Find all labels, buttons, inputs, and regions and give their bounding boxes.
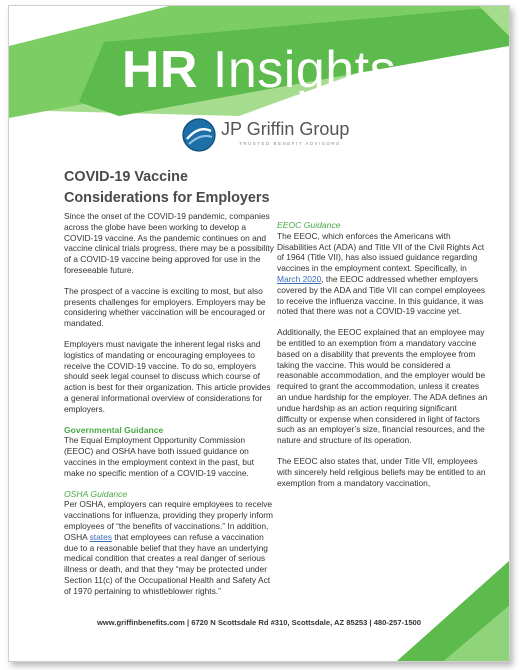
intro-paragraph-3: Employers must navigate the inherent legal risks and logistics of mandating or encouraging employees to receive the COVID-19 vaccine. To do so, employers should seek legal counsel to discuss which course of action is best for their organization. This article provides a general informational overview of considerations for employers.	[64, 338, 271, 414]
title-insights: Insights	[197, 41, 397, 99]
eeoc-march-2020-link[interactable]: March 2020	[277, 273, 322, 284]
document-page	[8, 5, 510, 662]
eeoc-paragraph-2: Additionally, the EEOC explained that an employee may be entitled to an exemption from a mandatory vaccine based on a disability that prevents the employee from taking the vaccine. This would be considered a reasonable accommodation, and the employer would be required to grant the accommodation, unless it creates an undue hardship for the employer. The ADA defines an undue hardship as an action requiring significant difficulty or expense when considered in light of factors such as an employer’s size, financial resources, and the nature and structure of its operation.	[277, 327, 488, 446]
right-column	[277, 167, 489, 498]
osha-text-part-b: that employees can refuse a vaccination due to a reasonable belief that they have an underlying medical condition that creates a real danger of serious illness or death, and that they “may be protected under Section 11(c) of the Occupational Health and Safety Act of 1970 pertaining to whistleblower rights.”	[64, 531, 271, 596]
eeoc-text-part-a: The EEOC, which enforces the Americans with Disabilities Act (ADA) and Title VII of the Civil Rights Act of 1964 (Title VII), has also issued guidance regarding vaccines in the employment context. Specifically, in	[277, 230, 485, 274]
eeoc-guidance-text	[277, 231, 489, 317]
osha-guidance-heading: OSHA Guidance	[64, 488, 128, 499]
governmental-guidance-heading: Governmental Guidance	[64, 424, 164, 435]
eeoc-paragraph-3: The EEOC also states that, under Title VII, employees with sincerely held religious beliefs may be entitled to an exemption from a mandatory vaccination,	[277, 455, 486, 488]
corner-decoration	[389, 551, 509, 661]
title-hr: HR	[121, 41, 198, 99]
logo-jp: JP	[221, 119, 242, 139]
footer-contact: www.griffinbenefits.com | 6720 N Scottsdale Rd #310, Scottsdale, AZ 85253 | 480-257-1500	[96, 618, 422, 627]
governmental-guidance-text: The Equal Employment Opportunity Commission (EEOC) and OSHA have both issued guidance on vaccines in the employment context in the past, but make no specific mention of a COVID-19 vaccine.	[64, 435, 254, 478]
osha-states-link[interactable]: states	[89, 531, 112, 542]
left-column	[64, 167, 274, 607]
osha-text-part-a: Per OSHA, employers can require employees to receive vaccinations for influenza, providing they properly inform employees of “the benefits of vaccinations.” In addition, OSHA	[64, 499, 274, 542]
intro-paragraph-1: Since the onset of the COVID-19 pandemic, companies across the globe have been working to develop a COVID-19 vaccine. As the pandemic continues on and vaccine clinical trials progress, there may be a possibility of a COVID-19 vaccine being approved for use in the foreseeable future.	[64, 211, 274, 275]
eeoc-guidance-heading: EEOC Guidance	[277, 220, 341, 230]
eeoc-text-part-b: , the EEOC addressed whether employers covered by the ADA and Title VII can compel employees to receive the influenza vaccine. In this guidance, it was noted that there was not a COVID-19 vaccine yet.	[277, 273, 486, 317]
right-column-spacer	[277, 167, 489, 220]
logo-wordmark	[221, 120, 349, 138]
article-title: COVID-19 Vaccine Considerations for Employers	[64, 169, 270, 206]
logo-name: Griffin Group	[241, 119, 350, 139]
intro-paragraph-2: The prospect of a vaccine is exciting to most, but also presents challenges for employers. Employers may be considering whether vaccination will be encouraged or mandated.	[64, 285, 266, 329]
company-logo	[181, 117, 351, 157]
logo-tagline: TRUSTED BENEFIT ADVISORS	[239, 141, 341, 146]
osha-guidance-text	[64, 499, 274, 596]
globe-logo-icon	[181, 117, 217, 153]
newsletter-title	[9, 41, 509, 99]
